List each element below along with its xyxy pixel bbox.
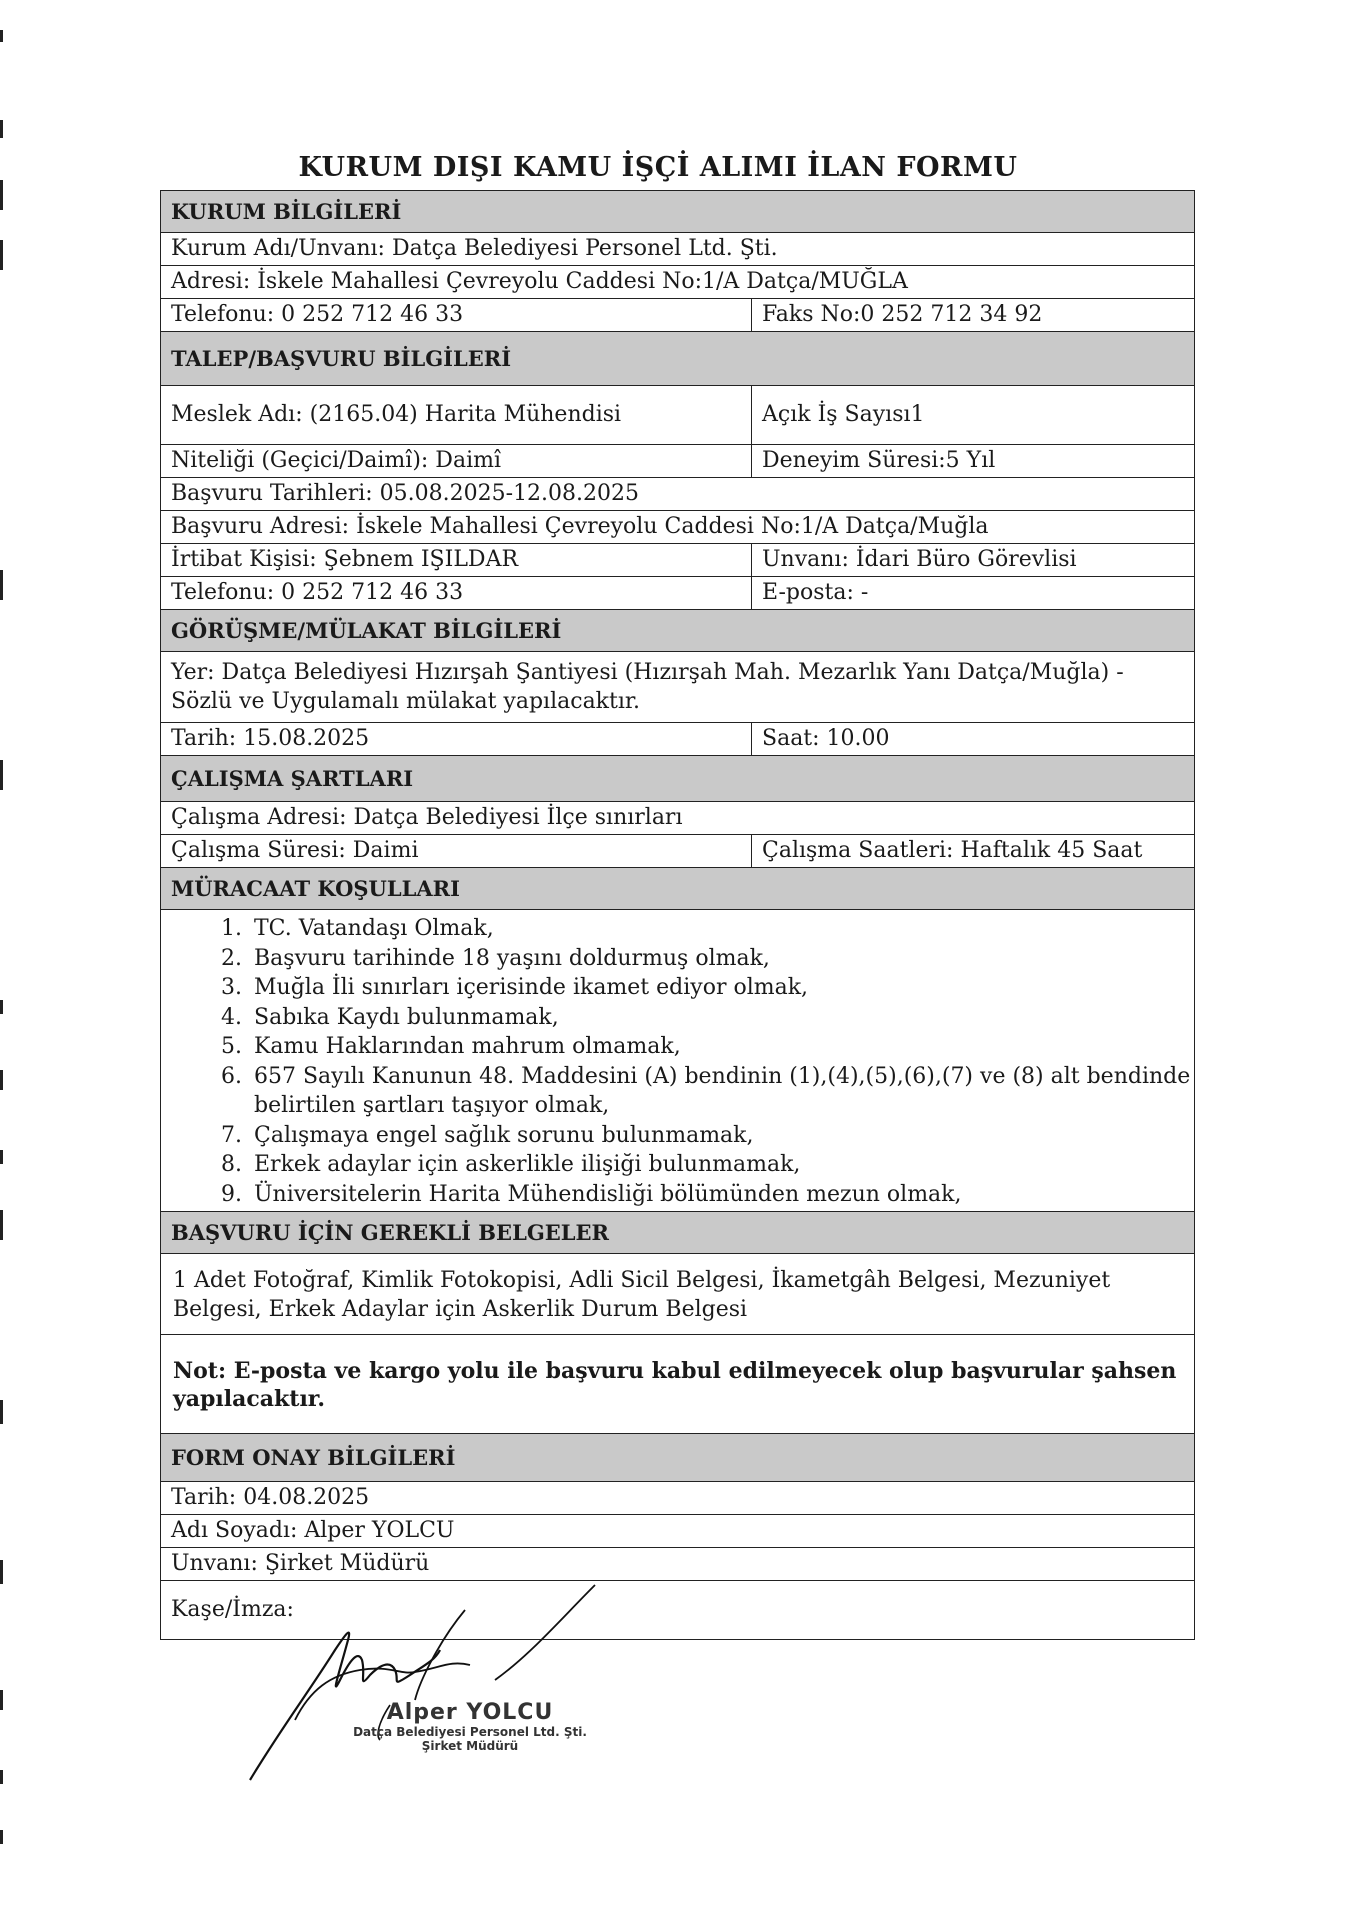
kurum-contact-row [161, 299, 1194, 332]
condition-text: Sabıka Kaydı bulunmamak, [254, 1004, 559, 1030]
stamp-name: Alper YOLCU [386, 1700, 554, 1725]
condition-text: 657 Sayılı Kanunun 48. Maddesini (A) bendinin (1),(4),(5),(6),(7) ve (8) alt bendinde belirtilen şartları taşıyor olmak, [254, 1063, 1191, 1118]
work-hours: Çalışma Saatleri: Haftalık 45 Saat [762, 838, 1143, 863]
condition-number: 9. [221, 1181, 242, 1207]
section-header-onay: FORM ONAY BİLGİLERİ [161, 1434, 1194, 1482]
interview-time: Saat: 10.00 [762, 726, 890, 751]
talep-contact-row [161, 544, 1194, 577]
contact-title: Unvanı: İdari Büro Görevlisi [762, 547, 1077, 572]
gorusme-place-row [161, 652, 1194, 723]
application-note: Not: E-posta ve kargo yolu ile başvuru kabul edilmeyecek olup başvurular şahsen yapılacaktır. [173, 1358, 1177, 1412]
kurum-name-row [161, 233, 1194, 266]
talep-dates-row [161, 478, 1194, 511]
condition-number: 4. [221, 1004, 242, 1030]
contact-person: İrtibat Kişisi: Şebnem IŞILDAR [161, 544, 752, 576]
onay-name-row [161, 1515, 1194, 1548]
condition-item [161, 1180, 1194, 1210]
condition-text: TC. Vatandaşı Olmak, [254, 916, 494, 941]
condition-text: Üniversitelerin Harita Mühendisliği bölümünden mezun olmak, [254, 1181, 962, 1207]
approval-date: Tarih: 04.08.2025 [171, 1485, 370, 1510]
section-header-kurum: KURUM BİLGİLERİ [161, 191, 1194, 233]
talep-nature-row [161, 445, 1194, 478]
company-stamp [340, 1700, 600, 1753]
condition-number: 2. [221, 945, 242, 971]
section-header-gorusme: GÖRÜŞME/MÜLAKAT BİLGİLERİ [161, 610, 1194, 652]
interview-date: Tarih: 15.08.2025 [161, 723, 752, 755]
kurum-phone: Telefonu: 0 252 712 46 33 [161, 299, 752, 331]
onay-title-row [161, 1548, 1194, 1581]
condition-number: 1. [221, 916, 242, 941]
condition-number: 5. [221, 1034, 242, 1059]
condition-item [161, 1032, 1194, 1062]
approver-title: Unvanı: Şirket Müdürü [171, 1551, 430, 1576]
belgeler-note-row [161, 1335, 1194, 1434]
talep-email: E-posta: - [762, 580, 869, 605]
belgeler-text-row [161, 1254, 1194, 1335]
muracaat-list-row [161, 910, 1194, 1212]
section-header-talep: TALEP/BAŞVURU BİLGİLERİ [161, 332, 1194, 386]
condition-text: Muğla İli sınırları içerisinde ikamet ediyor olmak, [254, 975, 809, 1000]
nature: Niteliği (Geçici/Daimî): Daimî [161, 445, 752, 477]
stamp-role: Şirket Müdürü [421, 1739, 519, 1753]
work-address: Çalışma Adresi: Datça Belediyesi İlçe sınırları [171, 805, 683, 830]
onay-date-row [161, 1482, 1194, 1515]
kurum-address-row [161, 266, 1194, 299]
condition-text: Çalışmaya engel sağlık sorunu bulunmamak, [254, 1122, 754, 1148]
condition-text: Kamu Haklarından mahrum olmamak, [254, 1034, 681, 1059]
calisma-duration-row [161, 835, 1194, 868]
stamp-company: Datça Belediyesi Personel Ltd. Şti. [353, 1725, 587, 1739]
stamp-signature-label: Kaşe/İmza: [171, 1597, 294, 1622]
kurum-name: Kurum Adı/Unvanı: Datça Belediyesi Personel Ltd. Şti. [171, 236, 778, 261]
condition-number: 6. [221, 1063, 242, 1089]
work-duration: Çalışma Süresi: Daimi [161, 835, 752, 867]
talep-phone: Telefonu: 0 252 712 46 33 [161, 577, 752, 609]
open-jobs: Açık İş Sayısı1 [762, 402, 925, 427]
interview-place-line2: Sözlü ve Uygulamalı mülakat yapılacaktır. [171, 689, 640, 714]
talep-address-row [161, 511, 1194, 544]
condition-item [161, 1062, 1194, 1121]
condition-item [161, 1003, 1194, 1033]
condition-item [161, 1121, 1194, 1151]
condition-number: 8. [221, 1152, 242, 1177]
onay-stamp-row [161, 1581, 1194, 1639]
required-documents: 1 Adet Fotoğraf, Kimlik Fotokopisi, Adli Sicil Belgesi, İkametgâh Belgesi, Mezuniyet Belgesi, Erkek Adaylar için Askerlik Durum Belgesi [173, 1268, 1111, 1322]
profession: Meslek Adı: (2165.04) Harita Mühendisi [161, 386, 752, 444]
section-header-calisma: ÇALIŞMA ŞARTLARI [161, 756, 1194, 802]
experience: Deneyim Süresi:5 Yıl [762, 448, 996, 473]
condition-item [161, 973, 1194, 1003]
condition-item [161, 914, 1194, 944]
interview-place-line1: Yer: Datça Belediyesi Hızırşah Şantiyesi (Hızırşah Mah. Mezarlık Yanı Datça/Muğla) - [171, 660, 1124, 685]
section-header-belgeler: BAŞVURU İÇİN GEREKLİ BELGELER [161, 1212, 1194, 1254]
condition-number: 7. [221, 1122, 242, 1148]
calisma-address-row [161, 802, 1194, 835]
left-margin-marks [0, 0, 4, 1920]
approver-name: Adı Soyadı: Alper YOLCU [171, 1518, 455, 1543]
talep-phone-row [161, 577, 1194, 610]
page-title: KURUM DIŞI KAMU İŞÇİ ALIMI İLAN FORMU [298, 152, 1018, 183]
condition-text: Erkek adaylar için askerlikle ilişiği bulunmamak, [254, 1152, 801, 1177]
application-address: Başvuru Adresi: İskele Mahallesi Çevreyolu Caddesi No:1/A Datça/Muğla [171, 514, 989, 539]
conditions-list [161, 914, 1194, 1211]
talep-profession-row [161, 386, 1194, 445]
condition-item [161, 1150, 1194, 1180]
section-header-muracaat: MÜRACAAT KOŞULLARI [161, 868, 1194, 910]
application-dates: Başvuru Tarihleri: 05.08.2025-12.08.2025 [171, 481, 640, 506]
condition-text: Başvuru tarihinde 18 yaşını doldurmuş olmak, [254, 945, 770, 971]
condition-number: 3. [221, 975, 242, 1000]
kurum-address: Adresi: İskele Mahallesi Çevreyolu Caddesi No:1/A Datça/MUĞLA [171, 269, 908, 294]
announcement-form [160, 190, 1195, 1640]
gorusme-time-row [161, 723, 1194, 756]
condition-item [161, 944, 1194, 974]
kurum-fax: Faks No:0 252 712 34 92 [762, 302, 1043, 327]
interview-place [161, 652, 1194, 722]
